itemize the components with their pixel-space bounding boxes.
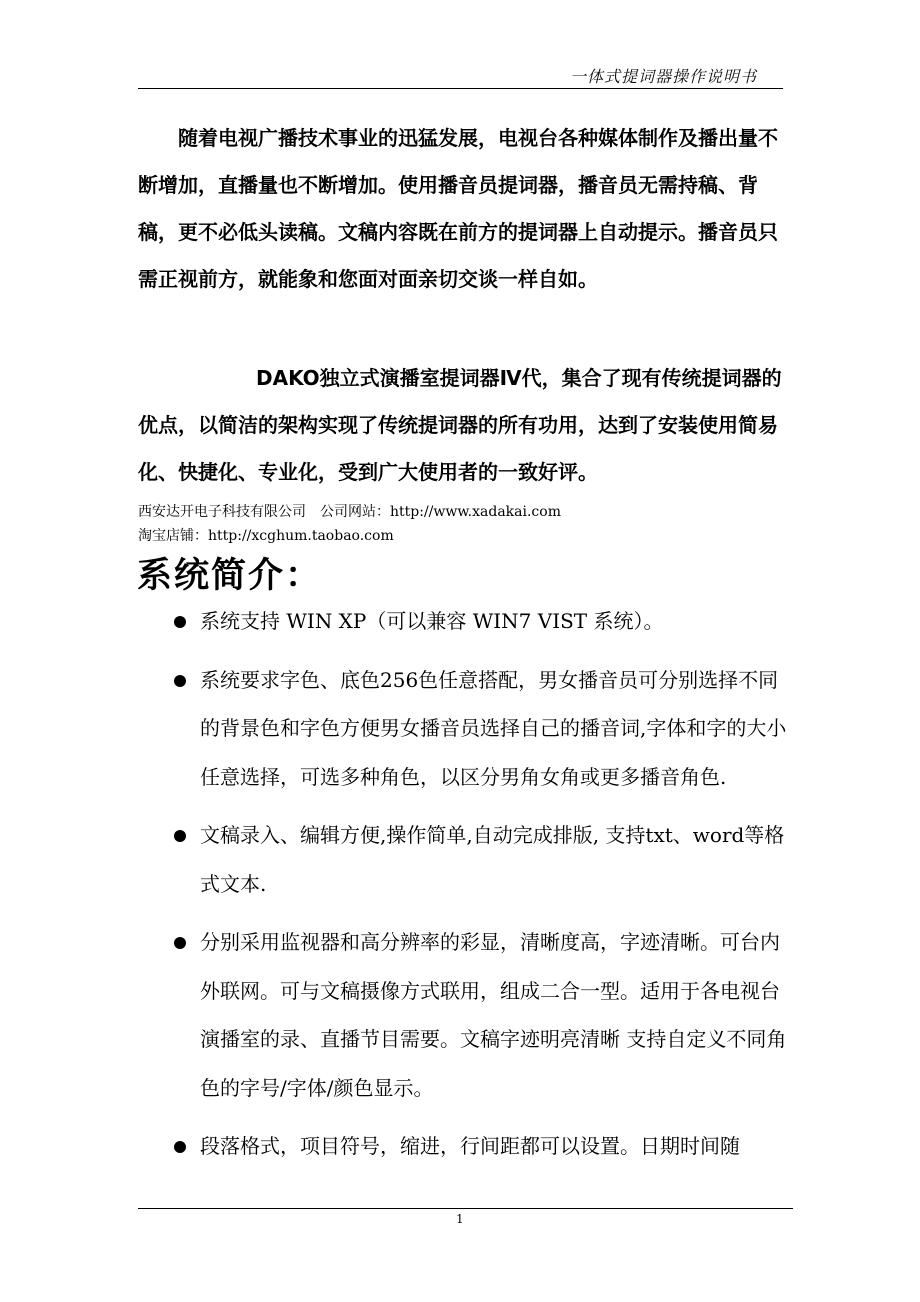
feature-list — [138, 597, 788, 1171]
bullet-icon — [174, 830, 186, 842]
bullet-icon — [174, 616, 186, 628]
list-item-text: 段落格式，项目符号，缩进，行间距都可以设置。日期时间随 — [200, 1134, 740, 1158]
footer-divider — [138, 1208, 793, 1209]
page-number: 1 — [456, 1212, 464, 1226]
document-header-title: 一体式提词器操作说明书 — [569, 67, 757, 86]
intro-paragraph-1: 随着电视广播技术事业的迅猛发展，电视台各种媒体制作及播出量不断增加，直播量也不断增加。使用播音员提词器，播音员无需持稿、背稿，更不必低头读稿。文稿内容既在前方的提词器上自动提示。播音员只需正视前方，就能象和您面对面亲切交谈一样自如。 — [138, 126, 778, 291]
intro-paragraph-2: DAKO独立式演播室提词器Ⅳ代，集合了现有传统提词器的优点，以简洁的架构实现了传统提词器的所有功用，达到了安装使用简易化、快捷化、专业化，受到广大使用者的一致好评。 — [138, 366, 782, 484]
section-title: 系统简介： — [137, 556, 323, 596]
header-divider — [138, 88, 783, 89]
list-item — [138, 1122, 788, 1171]
company-info — [138, 500, 561, 548]
company-website-line: 西安达开电子科技有限公司 公司网站：http://www.xadakai.com — [138, 504, 561, 520]
list-item-text: 文稿录入、编辑方便,操作简单,自动完成排版, 支持txt、word等格式文本. — [200, 823, 785, 896]
bullet-icon — [174, 937, 186, 949]
bullet-icon — [174, 1141, 186, 1153]
list-item-text: 分别采用监视器和高分辨率的彩显，清晰度高，字迹清晰。可台内外联网。可与文稿摄像方式联用，组成二合一型。适用于各电视台演播室的录、直播节目需要。文稿字迹明亮清晰 支持自定义不同角色的字号/字体/颜色显示。 — [200, 930, 787, 1100]
list-item-text: 系统支持 WIN XP（可以兼容 WIN7 VIST 系统）。 — [200, 609, 664, 633]
list-item — [138, 918, 788, 1112]
list-item — [138, 811, 788, 908]
company-shop-line: 淘宝店铺：http://xcghum.taobao.com — [138, 528, 394, 544]
bullet-icon — [174, 675, 186, 687]
list-item — [138, 656, 788, 802]
list-item — [138, 597, 788, 646]
list-item-text: 系统要求字色、底色256色任意搭配，男女播音员可分别选择不同的背景色和字色方便男女播音员选择自己的播音词,字体和字的大小任意选择，可选多种角色，以区分男角女角或更多播音角色. — [200, 667, 787, 789]
